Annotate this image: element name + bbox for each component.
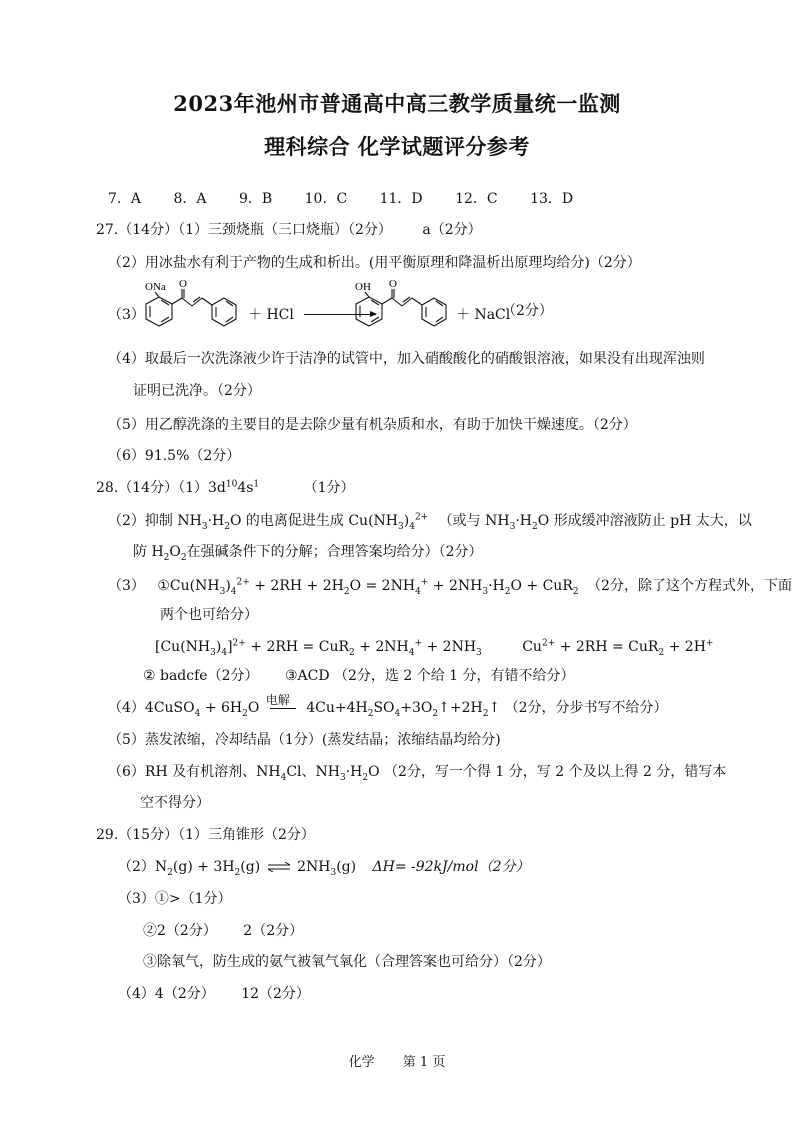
text: ②2（2分） — [143, 923, 217, 939]
sub: 4 — [194, 708, 201, 719]
q29-line-3: （3）①>（1分） — [118, 891, 232, 907]
text: （3） — [108, 578, 145, 594]
sub: 2 — [224, 521, 230, 532]
sup: 2+ — [541, 638, 556, 649]
sodium-phenoxide-chalcone-structure — [136, 280, 246, 342]
text: (g) + 3H — [172, 859, 235, 875]
electrolysis-sign — [265, 692, 296, 709]
text: O （2分，写一个得 1 分，写 2 个及以上得 2 分，错写本 — [368, 764, 727, 780]
text: （或与 NH — [438, 513, 510, 529]
sub: 4 — [230, 586, 237, 597]
text: （4）4（2分） — [118, 986, 215, 1002]
sub: 4 — [394, 708, 401, 719]
text: Cl、NH — [286, 764, 340, 780]
config-3d: 3d — [208, 480, 226, 496]
electrolysis-label: 电解 — [265, 692, 290, 707]
text: ② badcfe（2分） — [143, 668, 259, 684]
sub: 3 — [339, 772, 346, 783]
text: O 的电离促进生成 Cu(NH — [229, 513, 398, 529]
mc-answer-12: 12．C — [455, 191, 498, 207]
sup: + — [420, 577, 429, 588]
sub: 3 — [482, 586, 489, 597]
sub: 2 — [167, 867, 173, 878]
plus-nacl: ＋ NaCl — [456, 307, 511, 323]
text: O 形成缓冲溶液防止 pH 太大，以 — [537, 513, 752, 529]
q28-line-4 — [108, 692, 668, 719]
text: ) — [215, 639, 222, 655]
sub: 2 — [658, 647, 665, 658]
text: [Cu(NH — [155, 639, 211, 655]
sub: 4 — [415, 586, 421, 597]
sub: 2 — [234, 867, 241, 878]
q27-part1-score: a（2分） — [422, 222, 482, 238]
text: （4）4CuSO — [108, 700, 195, 716]
oh-label: OH — [355, 281, 371, 293]
sup: + — [414, 638, 423, 649]
text: ·H — [207, 513, 225, 529]
q27-line-6: （6）91.5%（2分） — [108, 448, 241, 464]
text: 4Cu+4H — [306, 700, 368, 716]
q29-line-5: ③除氧气，防生成的氨气被氧气氧化（合理答案也可给分）（2分） — [143, 954, 551, 970]
sub: 4 — [280, 772, 287, 783]
sub: 2 — [349, 647, 355, 658]
q28-line-2a — [108, 512, 752, 530]
sub: 2 — [180, 552, 187, 563]
sub: 4 — [409, 521, 415, 532]
q28-line-2b — [133, 543, 483, 561]
sub: 2 — [572, 586, 579, 597]
mc-answer-9: 9．B — [238, 191, 273, 207]
q28-line-6a — [108, 763, 726, 781]
sub: 3 — [201, 521, 208, 532]
sub: 3 — [509, 521, 516, 532]
mc-answer-8: 8．A — [173, 191, 207, 207]
mc-answer-7: 7．A — [108, 191, 142, 207]
text: + 2H — [668, 639, 706, 655]
q27-line-5: （5）用乙醇洗涤的主要目的是去除少量有机杂质和水，有助于加快干燥速度。（2分） — [108, 417, 637, 433]
q28-line-3b: 两个也可给分） — [160, 607, 258, 623]
q28-line-3d — [143, 667, 575, 685]
q28-part1-text: 28.（14分）（1） — [96, 480, 208, 496]
sub: 2 — [432, 708, 439, 719]
text: SO — [373, 700, 395, 716]
text: + 2NH — [359, 639, 409, 655]
text: O = 2NH — [349, 578, 416, 594]
text: + 2RH + 2H — [254, 578, 344, 594]
q28-line-3a — [108, 577, 792, 595]
sub: 3 — [398, 521, 404, 532]
text: + 6H — [204, 700, 243, 716]
sub: 4 — [221, 647, 228, 658]
sub: 2 — [343, 586, 350, 597]
text: ·H — [515, 513, 532, 529]
q28-part1-score: （1分） — [303, 480, 355, 496]
config-sup-1: 1 — [253, 479, 260, 490]
sub: 3 — [476, 647, 482, 658]
text: ↑ （2分，分步书写不给分） — [488, 700, 668, 716]
page-title: 2023年池州市普通高中高三教学质量统一监测 — [173, 91, 621, 116]
sub: 2 — [482, 708, 489, 719]
text: O + CuR — [510, 578, 573, 594]
text: （2分，除了这个方程式外，下面 — [587, 578, 792, 594]
text: ] — [227, 639, 233, 655]
config-sup-10: 10 — [225, 479, 238, 490]
q27-line-1 — [96, 221, 482, 239]
text: (g) — [240, 859, 261, 875]
q28-line-5: （5）蒸发浓缩，冷却结晶（1分）(蒸发结晶；浓缩结晶均给分) — [108, 732, 501, 748]
sub: 2 — [242, 708, 248, 719]
q27-part3-label: （3） — [108, 307, 145, 323]
text: + 2RH = CuR — [250, 639, 350, 655]
footer-subject: 化学 — [348, 1055, 375, 1070]
q29-line-6 — [118, 985, 310, 1003]
equilibrium-arrow — [267, 862, 291, 872]
sub: 3 — [330, 867, 337, 878]
page-subtitle: 理科综合 化学试题评分参考 — [264, 134, 530, 159]
text: + 2NH — [426, 639, 477, 655]
q28-line-3c — [155, 638, 713, 656]
text: ①Cu(NH — [157, 578, 220, 594]
text: 2（2分） — [243, 923, 304, 939]
q28-line-1 — [96, 479, 355, 497]
sub: 3 — [219, 586, 226, 597]
text: ↑+2H — [438, 700, 483, 716]
text: 防 H — [133, 544, 164, 560]
text: O — [169, 544, 181, 560]
carbonyl-o-label: O — [179, 280, 187, 290]
config-4s: 4s — [237, 480, 254, 496]
q27-line-4b: 证明已洗净。（2分） — [133, 383, 261, 399]
text: Cu — [522, 639, 542, 655]
q28-line-6b: 空不得分） — [140, 795, 210, 811]
text: ·H — [488, 578, 505, 594]
text: （2）抑制 NH — [108, 513, 202, 529]
sub: 2 — [163, 552, 170, 563]
sub: 2 — [367, 708, 374, 719]
sup: 2+ — [232, 638, 246, 649]
hydroxy-chalcone-structure — [346, 280, 456, 342]
page-footer — [0, 1051, 794, 1070]
mc-answer-11: 11．D — [379, 191, 423, 207]
q29-line-1: 29.（15分）（1）三角锥形（2分） — [96, 827, 315, 843]
text: 2NH — [297, 859, 331, 875]
sub: 2 — [532, 521, 538, 532]
q27-part1-text: 27.（14分）（1）三颈烧瓶（三口烧瓶）（2分） — [96, 222, 392, 238]
q27-part3-score: （2分） — [502, 303, 553, 319]
sub: 4 — [408, 647, 415, 658]
sup: 2+ — [236, 577, 250, 588]
text: (g) — [336, 859, 357, 875]
footer-page-number: 第 1 页 — [402, 1055, 446, 1070]
text: +3O — [400, 700, 433, 716]
text: O — [247, 700, 260, 716]
text: + 2NH — [432, 578, 483, 594]
text: 在强碱条件下的分解；合理答案均给分）（2分） — [186, 544, 483, 560]
mc-answer-10: 10．C — [304, 191, 348, 207]
sub: 3 — [210, 647, 216, 658]
ona-label: ONa — [145, 281, 166, 293]
text: （6）RH 及有机溶剂、NH — [108, 764, 281, 780]
sub: 2 — [504, 586, 511, 597]
mc-answer-13: 13．D — [530, 191, 574, 207]
q27-line-2: （2）用冰盐水有利于产物的生成和析出。(用平衡原理和降温析出原理均给分)（2分） — [108, 255, 641, 271]
sub: 2 — [362, 772, 369, 783]
q29-line-4 — [143, 922, 303, 940]
q27-line-4a: （4）取最后一次洗涤液少许于洁净的试管中，加入硝酸酸化的硝酸银溶液，如果没有出现浑浊则 — [108, 351, 705, 367]
sup: + — [705, 638, 714, 649]
text: ·H — [345, 764, 363, 780]
text: （2）N — [118, 859, 168, 875]
text: ) — [225, 578, 231, 594]
sup: 2+ — [414, 512, 429, 523]
text: ΔH= -92kJ/mol（2分） — [372, 859, 530, 875]
mc-answer-row — [108, 190, 573, 208]
product-carbonyl-o-label: O — [389, 280, 397, 290]
text: ) — [403, 513, 410, 529]
plus-hcl: ＋ HCl — [248, 307, 294, 323]
text: 12（2分） — [241, 986, 310, 1002]
text: ③ACD （2分，选 2 个给 1 分，有错不给分） — [284, 668, 575, 684]
q29-line-2 — [118, 858, 529, 876]
text: + 2RH = CuR — [559, 639, 659, 655]
